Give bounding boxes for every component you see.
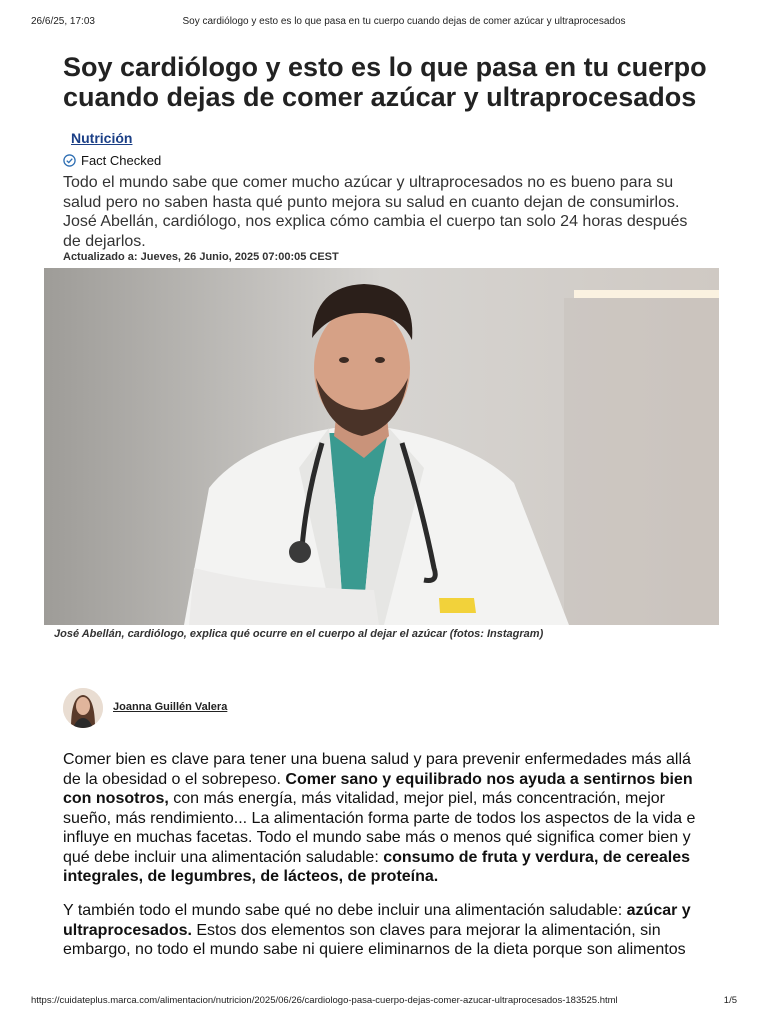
paragraph-text: con más energía, más vitalidad, mejor piel, más concentración, mejor sueño, más rendimiento... La alimentación forma parte de todos los aspectos de la vida e influye en muchas facetas. Todo el mundo sabe más o menos qué significa comer bien y qué debe incluir una alimentación saludable: <box>63 790 696 866</box>
body-paragraph <box>63 901 705 960</box>
print-url: https://cuidateplus.marca.com/alimentacion/nutricion/2025/06/26/cardiologo-pasa-cuerpo-dejas-comer-azucar-ultraprocesados-183525.html <box>31 995 618 1006</box>
print-footer <box>31 995 737 1009</box>
paragraph-text: Comer bien es clave para tener una buena salud y para prevenir enfermedades más allá de la obesidad o el sobrepeso. <box>63 751 691 788</box>
article-title: Soy cardiólogo y esto es lo que pasa en tu cuerpo cuando dejas de comer azúcar y ultraprocesados <box>63 52 707 112</box>
body-paragraph <box>63 750 705 887</box>
author-avatar <box>63 688 103 728</box>
paragraph-bold-text: azúcar y ultraprocesados. <box>63 902 691 939</box>
print-date: 26/6/25, 17:03 <box>31 16 95 27</box>
author-link[interactable]: Joanna Guillén Valera <box>113 701 228 713</box>
category-link[interactable]: Nutrición <box>71 130 133 146</box>
paragraph-text: Y también todo el mundo sabe qué no debe incluir una alimentación saludable: <box>63 902 627 919</box>
paragraph-bold-text: consumo de fruta y verdura, de cereales integrales, de legumbres, de lácteos, de proteína. <box>63 848 691 885</box>
paragraph-bold-text: Comer sano y equilibrado nos ayuda a sentirnos bien con nosotros, <box>63 770 693 807</box>
fact-checked-badge <box>63 153 161 168</box>
image-caption: José Abellán, cardiólogo, explica qué ocurre en el cuerpo al dejar el azúcar (fotos: Instagram) <box>54 628 544 640</box>
paragraph-text: Estos dos elementos son claves para mejorar la alimentación, sin embargo, no todo el mundo sabe ni quiere eliminarnos de la dieta porque son alimentos <box>63 921 686 958</box>
fact-checked-label: Fact Checked <box>81 153 162 168</box>
print-header <box>31 16 737 30</box>
article-standfirst: Todo el mundo sabe que comer mucho azúcar y ultraprocesados no es bueno para su salud pero no saben hasta qué punto mejora su salud en cuanto dejan de consumirlos. José Abellán, cardiólogo, nos explica cómo cambia el cuerpo tan solo 24 horas después de dejarlos. <box>63 174 688 250</box>
updated-date: Actualizado a: Jueves, 26 Junio, 2025 07:00:05 CEST <box>63 251 339 263</box>
print-page-title: Soy cardiólogo y esto es lo que pasa en tu cuerpo cuando dejas de comer azúcar y ultraprocesados <box>182 16 626 27</box>
check-circle-icon <box>63 154 76 167</box>
hero-image <box>44 268 719 625</box>
page-number: 1/5 <box>723 995 737 1006</box>
doctor-photo <box>44 268 719 625</box>
